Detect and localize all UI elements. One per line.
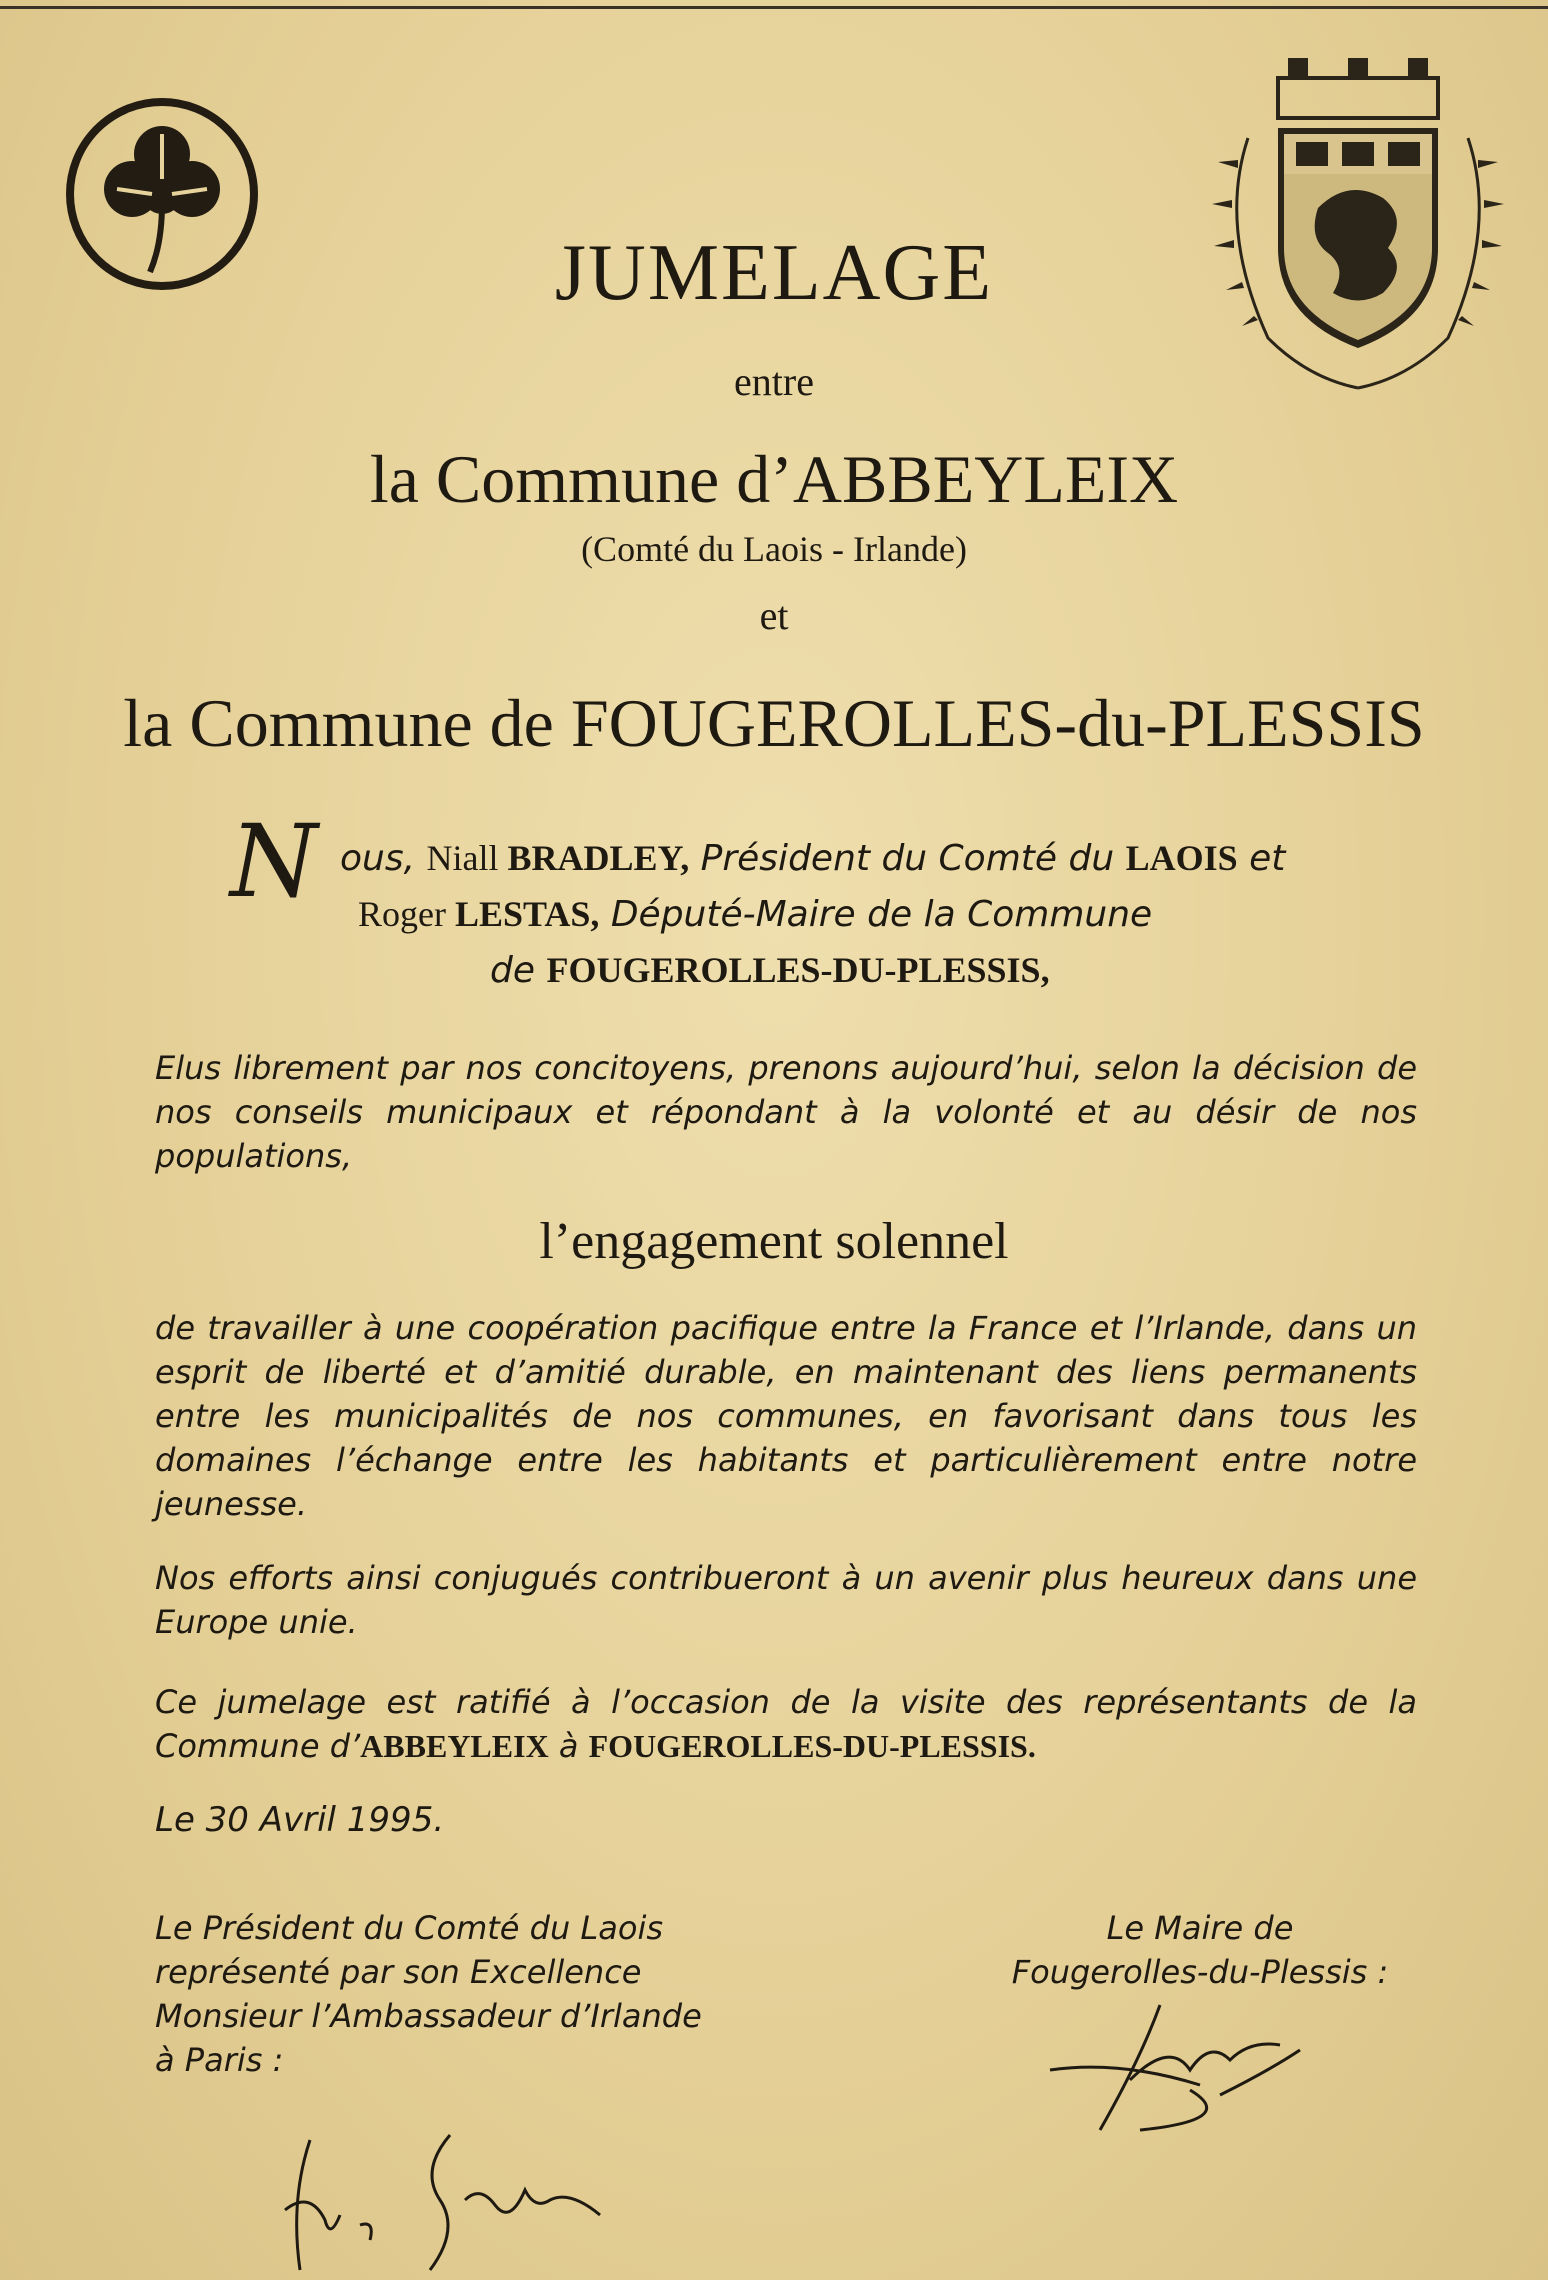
declaration-line-3: de FOUGEROLLES-DU-PLESSIS, <box>490 950 1050 991</box>
declaration-line-1: ous, Niall BRADLEY, Président du Comté du LAOIS et <box>340 838 1286 879</box>
entre-text: entre <box>734 359 814 404</box>
signatory-left-line: Monsieur l’Ambassadeur d’Irlande <box>155 1997 702 2035</box>
signatory-left <box>155 1906 855 2082</box>
signatory-right-line: Fougerolles-du-Plessis : <box>1011 1953 1389 1991</box>
mayor-signature-icon <box>1040 2000 1340 2150</box>
paragraph-efforts: Nos efforts ainsi conjugués contribueront à un avenir plus heureux dans une Europe unie. <box>155 1559 1417 1641</box>
paragraph-ratification: Ce jumelage est ratifié à l’occasion de la visite des représentants de la Commune d’ABBEYLEIX à FOUGEROLLES-DU-PLESSIS. <box>155 1683 1417 1765</box>
declaration-block <box>230 803 1410 991</box>
drop-cap: N <box>230 803 318 920</box>
signatory-left-line: à Paris : <box>155 2041 284 2079</box>
comte-text: (Comté du Laois - Irlande) <box>581 529 967 569</box>
signatory-left-line: Le Président du Comté du Laois <box>155 1909 663 1947</box>
commune-fougerolles: la Commune de FOUGEROLLES-du-PLESSIS <box>123 685 1425 761</box>
ambassador-signature-icon <box>280 2130 640 2280</box>
date-text: Le 30 Avril 1995. <box>155 1800 445 1840</box>
et-text: et <box>759 593 789 638</box>
commune-abbeyleix: la Commune d’ABBEYLEIX <box>369 441 1179 517</box>
document-title: JUMELAGE <box>554 229 994 317</box>
signatory-right <box>970 1906 1430 1994</box>
engagement-heading: l’engagement solennel <box>539 1213 1009 1270</box>
top-border <box>0 6 1548 9</box>
paragraph-cooperation: de travailler à une coopération pacifique entre la France et l’Irlande, dans un esprit de liberté et d’amitié durable, en maintenant des liens permanents entre les municipalités de nos communes, en favorisant dans tous les domaines l’échange entre les habitants et particulièrement entre notre jeunesse. <box>155 1309 1417 1523</box>
signatory-left-line: représenté par son Excellence <box>155 1953 642 1991</box>
declaration-line-2: Roger LESTAS, Député-Maire de la Commune <box>358 894 1153 935</box>
signatory-right-line: Le Maire de <box>1106 1909 1294 1947</box>
paragraph-elus: Elus librement par nos concitoyens, prenons aujourd’hui, selon la décision de nos conseils municipaux et répondant à la volonté et au désir de nos populations, <box>155 1049 1417 1175</box>
